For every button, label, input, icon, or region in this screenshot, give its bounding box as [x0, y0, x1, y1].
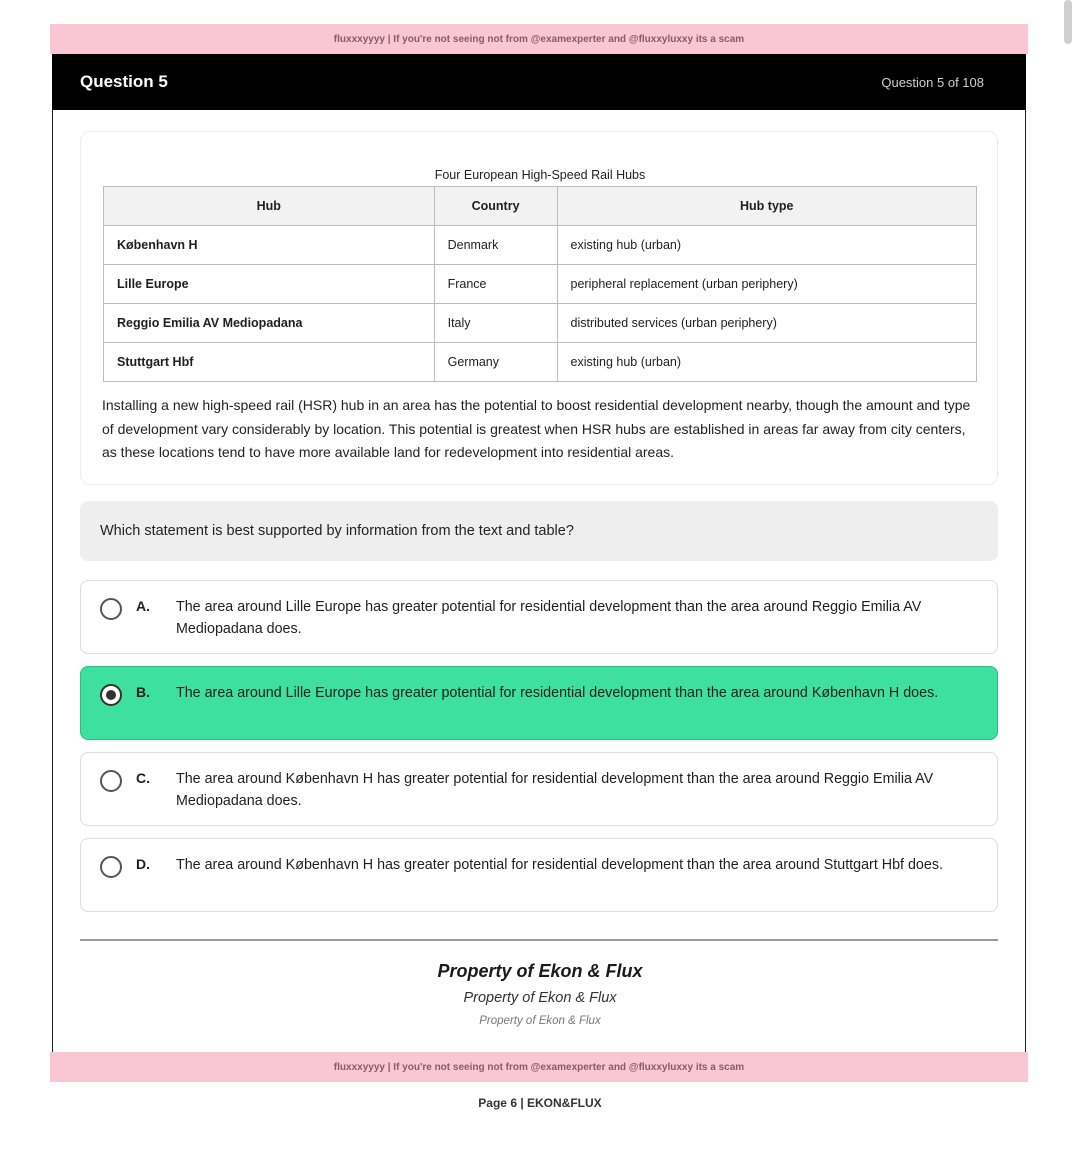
page-footer: Page 6 | EKON&FLUX	[478, 1096, 602, 1110]
property-line-large: Property of Ekon & Flux	[437, 961, 643, 981]
radio-dot-icon	[106, 690, 116, 700]
hub-type-cell: distributed services (urban periphery)	[557, 304, 976, 343]
property-line-medium: Property of Ekon & Flux	[463, 990, 617, 1006]
table-row	[104, 343, 977, 382]
table-row	[104, 265, 977, 304]
radio-selected-icon[interactable]	[100, 684, 122, 706]
question-progress: Question 5 of 108	[881, 74, 984, 90]
passage-card	[80, 131, 998, 485]
radio-icon[interactable]	[100, 856, 122, 878]
option-letter: C.	[136, 770, 150, 786]
radio-icon[interactable]	[100, 770, 122, 792]
answer-option-b[interactable]	[80, 666, 998, 740]
answer-option-a[interactable]	[80, 580, 998, 654]
country-cell: France	[434, 265, 557, 304]
country-cell: Italy	[434, 304, 557, 343]
table-row	[104, 304, 977, 343]
bottom-warning-banner: fluxxxyyyy | If you're not seeing not from @examexperter and @fluxxyluxxy its a scam	[50, 1052, 1028, 1082]
table-row	[104, 226, 977, 265]
table-caption: Four European High-Speed Rail Hubs	[434, 168, 646, 182]
property-line-small: Property of Ekon & Flux	[479, 1015, 601, 1027]
hub-type-cell: existing hub (urban)	[557, 226, 976, 265]
column-header: Hub type	[557, 187, 976, 226]
hub-table	[103, 186, 977, 382]
hub-cell: København H	[104, 226, 435, 265]
hub-cell: Reggio Emilia AV Mediopadana	[104, 304, 435, 343]
hub-cell: Lille Europe	[104, 265, 435, 304]
column-header: Country	[434, 187, 557, 226]
option-text: The area around Lille Europe has greater potential for residential development than the area around København H does.	[176, 685, 939, 701]
hub-cell: Stuttgart Hbf	[104, 343, 435, 382]
question-prompt	[80, 501, 998, 561]
answer-option-c[interactable]	[80, 752, 998, 826]
option-letter: A.	[136, 598, 150, 614]
question-text: Which statement is best supported by information from the text and table?	[100, 523, 574, 539]
scrollbar[interactable]	[1064, 0, 1072, 44]
question-title: Question 5	[80, 72, 168, 91]
country-cell: Germany	[434, 343, 557, 382]
hub-type-cell: peripheral replacement (urban periphery)	[557, 265, 976, 304]
answer-option-d[interactable]	[80, 838, 998, 912]
country-cell: Denmark	[434, 226, 557, 265]
hub-type-cell: existing hub (urban)	[557, 343, 976, 382]
top-warning-banner: fluxxxyyyy | If you're not seeing not from @examexperter and @fluxxyluxxy its a scam	[50, 24, 1028, 54]
passage-text: Installing a new high-speed rail (HSR) hub in an area has the potential to boost residential development nearby, though the amount and type of development vary considerably by location. This potential is greatest when HSR hubs are established in areas far away from city centers, as these locations tend to have more available land for redevelopment into residential areas.	[102, 397, 971, 460]
question-header	[52, 54, 1026, 110]
option-text: The area around København H has greater potential for residential development than the area around Stuttgart Hbf does.	[176, 857, 943, 873]
radio-icon[interactable]	[100, 598, 122, 620]
divider	[80, 939, 998, 941]
option-text: The area around Lille Europe has greater potential for residential development than the area around Reggio Emilia AV Mediopadana does.	[176, 599, 922, 637]
option-letter: B.	[136, 684, 150, 700]
column-header: Hub	[104, 187, 435, 226]
table-header-row	[104, 187, 977, 226]
option-letter: D.	[136, 856, 150, 872]
option-text: The area around København H has greater potential for residential development than the area around Reggio Emilia AV Mediopadana does.	[176, 771, 934, 809]
